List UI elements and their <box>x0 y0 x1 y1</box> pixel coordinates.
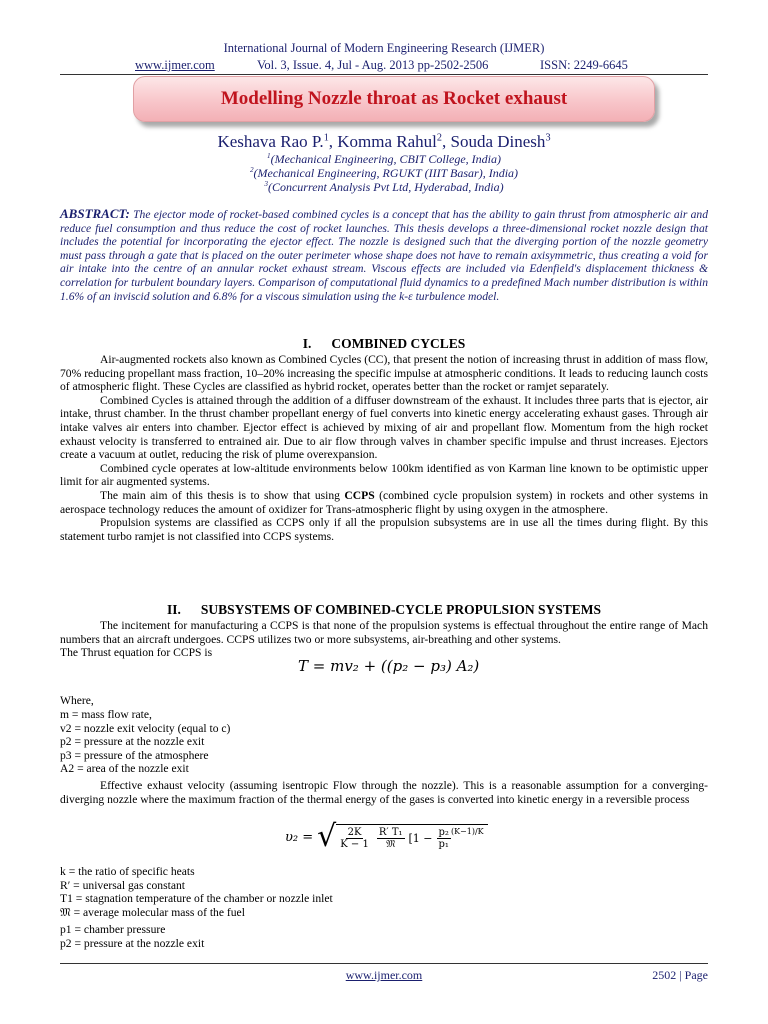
section-2-para-2: Effective exhaust velocity (assuming isentropic Flow through the nozzle). This is a reasonable assumption for a converging-diverging nozzle where the maximum fraction of the thermal energy of the gases is converted into kinetic energy in a reversible process <box>60 779 708 806</box>
affiliation-2: $^2$(Mechanical Engineering, RGUKT (IIIT Basar), India) <box>249 166 519 180</box>
footer-rule <box>60 963 708 964</box>
author-3-sup: 3 <box>545 132 551 144</box>
header-website-link[interactable]: www.ijmer.com <box>135 58 215 72</box>
thrust-equation: T = mv₂ + ((p₂ − p₃) A₂) <box>298 657 480 675</box>
section-1-para-1: Air-augmented rockets also known as Combined Cycles (CC), that present the notion of increasing thrust in addition of mass flow, 70% reducing propellant mass fraction, 10–20% increasing the specific impulse at atmospheric conditions. It leads to reducing launch costs of atmospheric flight. These Cycles are classified as hybrid rocket, operates better than the rocket or ramjet separately. <box>60 353 708 394</box>
author-3: Souda Dinesh <box>450 132 546 151</box>
journal-name: International Journal of Modern Engineering Research (IJMER) <box>223 41 545 55</box>
header-volume: Vol. 3, Issue. 4, Jul - Aug. 2013 pp-2502-2506 <box>257 58 489 72</box>
variable-item: A2 = area of the nozzle exit <box>60 762 189 776</box>
variable-item: p2 = pressure at the nozzle exit <box>60 735 205 749</box>
abstract-text: The ejector mode of rocket-based combined cycles is a concept that has the ability to gain thrust from atmospheric air and reduce fuel consumption and thus reduce the cost of rocket launches. This thesis develops a three-dimensional rocket nozzle design that includes the potential for incorporating the ejector effect. The nozzle is designed such that the diverging portion of the nozzle geometry must pass through a gate that is placed on the outer perimeter whose shape does not have to remain axisymmetric, thus creating a void for air intake into the centre of an annular rocket exhaust stream. Viscous effects are included via Edenfield's displacement thickness & correlation for turbulent boundary layers. Comparison of computational fluid dynamics to a predefined Mach number distribution is within 1.6% of an inviscid solution and 6.8% for a viscous simulation using the k-ε turbulence model. <box>60 208 709 303</box>
variable-item: k = the ratio of specific heats <box>60 865 195 878</box>
affiliation-3: $^3$(Concurrent Analysis Pvt Ltd, Hyderabad, India) <box>264 180 504 194</box>
variable-item: p1 = chamber pressure <box>60 923 166 937</box>
variable-list-1 <box>60 708 230 776</box>
header-issn: ISSN: 2249-6645 <box>540 58 628 72</box>
variable-item: m = mass flow rate, <box>60 708 152 721</box>
exponent: (K−1)/K <box>450 827 484 836</box>
variable-list-2 <box>60 865 333 951</box>
sqrt-sign: √ <box>317 819 337 854</box>
section-2-heading: II. SUBSYSTEMS OF COMBINED-CYCLE PROPULSION SYSTEMS <box>167 602 601 617</box>
section-1-para-4: The main aim of this thesis is to show that using CCPS (combined cycle propulsion system) in rockets and other systems in aerospace technology reduces the amount of oxidizer for Trans-atmospheric flight by using oxygen in the atmosphere. <box>60 488 708 516</box>
abstract-label: ABSTRACT: <box>60 206 130 221</box>
fraction-2k: $\frac{2K}{K - 1}$ <box>340 827 369 850</box>
variable-item: T1 = stagnation temperature of the chamber or nozzle inlet <box>60 892 333 906</box>
where-label: Where, <box>60 694 94 707</box>
paper-title: Modelling Nozzle throat as Rocket exhaust <box>220 88 568 109</box>
section-1-para-2: Combined Cycles is attained through the addition of a diffuser downstream of the exhaust. It includes three parts that is ejector, air intake, thrust chamber. In the thrust chamber propellant energy of fuel converts into kinetic energy accelerating exhaust gases. Through air intake valves air enters into chamber. Ejector effect is achieved by mixing of air and propellant flow. Momentum from the high rocket exhaust velocity is transferred to entrained air. Due to air flow through valves in chamber specific impulse and thrust increases. Ejectors create a vacuum at outlet, reducing the risk of plume overexpansion. <box>60 393 708 462</box>
velocity-equation <box>285 819 488 854</box>
header-rule <box>60 74 708 75</box>
section-1-heading: I. COMBINED CYCLES <box>302 336 466 351</box>
fraction-rt: $\frac{\text{R′ T₁}}{\text{𝔐}}$ <box>378 827 403 850</box>
author-2: Komma Rahul <box>337 132 437 151</box>
section-1-body <box>60 353 708 543</box>
thrust-equation-intro: The Thrust equation for CCPS is <box>60 646 213 660</box>
fraction-p: $\frac{\text{p₂}}{\text{p₁}}$ <box>438 827 449 850</box>
footer-website-link[interactable]: www.ijmer.com <box>345 968 423 982</box>
abstract <box>60 207 708 303</box>
page-number: 2502 | Page <box>652 968 708 982</box>
velocity-lhs: υ₂ = <box>285 829 314 845</box>
author-1: Keshava Rao P. <box>217 132 324 151</box>
variable-item: 𝔐 = average molecular mass of the fuel <box>60 905 245 919</box>
variable-item: p3 = pressure of the atmosphere <box>60 748 209 762</box>
section-2-intro <box>60 619 708 660</box>
title-box <box>133 76 655 122</box>
section-2-para-1: The incitement for manufacturing a CCPS is that none of the propulsion systems is effectual throughout the entire range of Mach numbers that an aircraft undergoes. CCPS utilizes two or more subsystems, air-breathing and other systems. <box>60 619 708 646</box>
section-1-para-3: Combined cycle operates at low-altitude environments below 100km identified as von Karman line known to be optimistic upper limit for air augmented systems. <box>60 461 708 489</box>
variable-item: v2 = nozzle exit velocity (equal to c) <box>60 721 231 735</box>
bracket-term: [1 − <box>408 832 433 845</box>
variable-item: p2 = pressure at the nozzle exit <box>60 936 205 950</box>
variable-item: R′ = universal gas constant <box>60 878 185 892</box>
author-list: Keshava Rao P.$^1$, Komma Rahul$^2$, Souda Dinesh$^3$ <box>217 132 551 151</box>
affiliation-1: $^1$(Mechanical Engineering, CBIT College, India) <box>267 152 501 166</box>
sqrt-body <box>336 824 487 850</box>
section-2-para-2-wrap <box>60 779 708 806</box>
author-2-sup: 2 <box>436 132 443 144</box>
author-1-sup: 1 <box>323 132 329 144</box>
section-1-para-5: Propulsion systems are classified as CCPS only if all the propulsion subsystems are in use all the times during flight. By this statement turbo ramjet is not classified into CCPS systems. <box>60 516 708 543</box>
